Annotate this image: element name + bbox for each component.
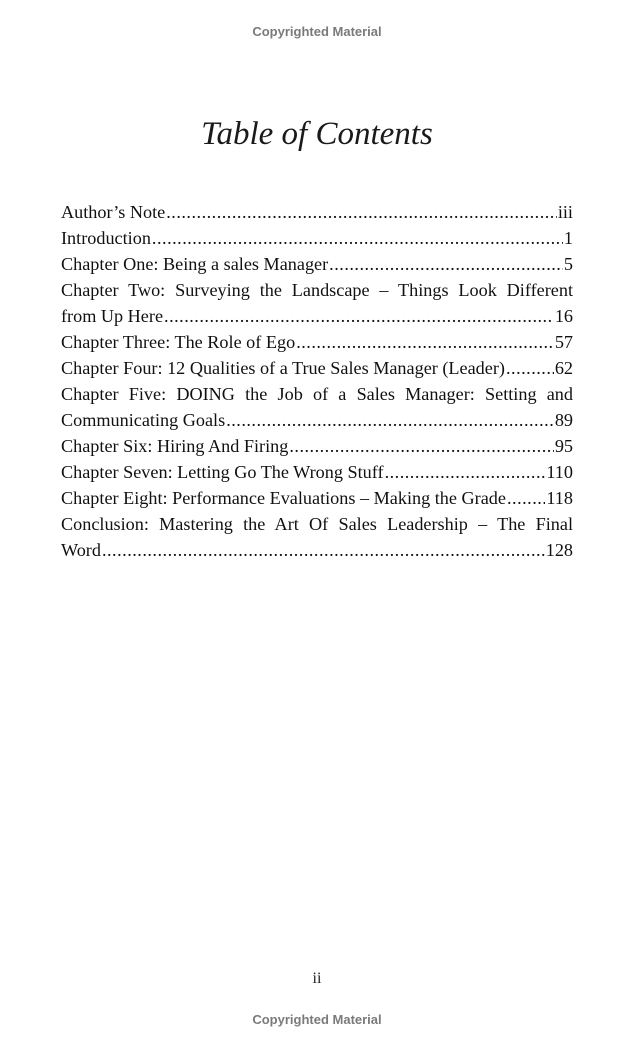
toc-entry-title: Chapter Three: The Role of Ego [61,332,296,352]
toc-entry-title: Chapter Six: Hiring And Firing [61,436,289,456]
toc-entry-page: 1 [563,228,573,248]
toc-entry-page: 118 [546,488,573,508]
toc-entry-page: 5 [563,254,573,274]
dot-leader [226,407,554,433]
toc-entry-page: 95 [554,436,573,456]
toc-entry-page: 57 [554,332,573,352]
toc-entry-page: 89 [554,410,573,430]
dot-leader [289,433,553,459]
toc-entry-chapter-six[interactable] [61,433,573,459]
dot-leader [102,537,545,563]
toc-entry-title: Chapter Seven: Letting Go The Wrong Stuff [61,462,384,482]
toc-entry-page: 128 [545,540,573,560]
toc-entry-title: Chapter Four: 12 Qualities of a True Sales Manager (Leader) [61,358,505,378]
dot-leader [507,485,545,511]
toc-entry-title: Author’s Note [61,202,166,222]
toc-entry-introduction[interactable] [61,225,573,251]
toc-entry-chapter-two[interactable] [61,277,573,329]
toc-entry-page: iii [557,202,573,222]
table-of-contents [61,199,573,563]
dot-leader [506,355,554,381]
toc-entry-title: from Up Here [61,306,164,326]
dot-leader [164,303,554,329]
toc-entry-page: 16 [554,306,573,326]
toc-entry-chapter-three[interactable] [61,329,573,355]
toc-entry-title-line: Conclusion: Mastering the Art Of Sales Leadership – The Final [61,514,573,534]
toc-entry-title: Word [61,540,101,560]
copyright-footer: Copyrighted Material [252,1012,382,1027]
dot-leader [329,251,563,277]
toc-entry-title-line: Chapter Five: DOING the Job of a Sales Manager: Setting and [61,384,573,404]
dot-leader [166,199,557,225]
toc-entry-page: 62 [554,358,573,378]
toc-entry-authors-note[interactable] [61,199,573,225]
toc-entry-page: 110 [546,462,573,482]
toc-entry-title: Introduction [61,228,151,248]
dot-leader [296,329,554,355]
toc-entry-chapter-five[interactable] [61,381,573,433]
toc-entry-chapter-one[interactable] [61,251,573,277]
toc-entry-chapter-eight[interactable] [61,485,573,511]
toc-entry-title-line: Chapter Two: Surveying the Landscape – Things Look Different [61,280,573,300]
dot-leader [152,225,563,251]
dot-leader [385,459,546,485]
toc-entry-conclusion[interactable] [61,511,573,563]
page-title: Table of Contents [201,116,433,152]
page-number: ii [312,970,322,987]
toc-entry-chapter-four[interactable] [61,355,573,381]
toc-entry-title: Communicating Goals [61,410,226,430]
toc-entry-chapter-seven[interactable] [61,459,573,485]
copyright-header: Copyrighted Material [252,24,382,39]
toc-entry-title: Chapter Eight: Performance Evaluations – Making the Grade [61,488,506,508]
toc-entry-title: Chapter One: Being a sales Manager [61,254,329,274]
